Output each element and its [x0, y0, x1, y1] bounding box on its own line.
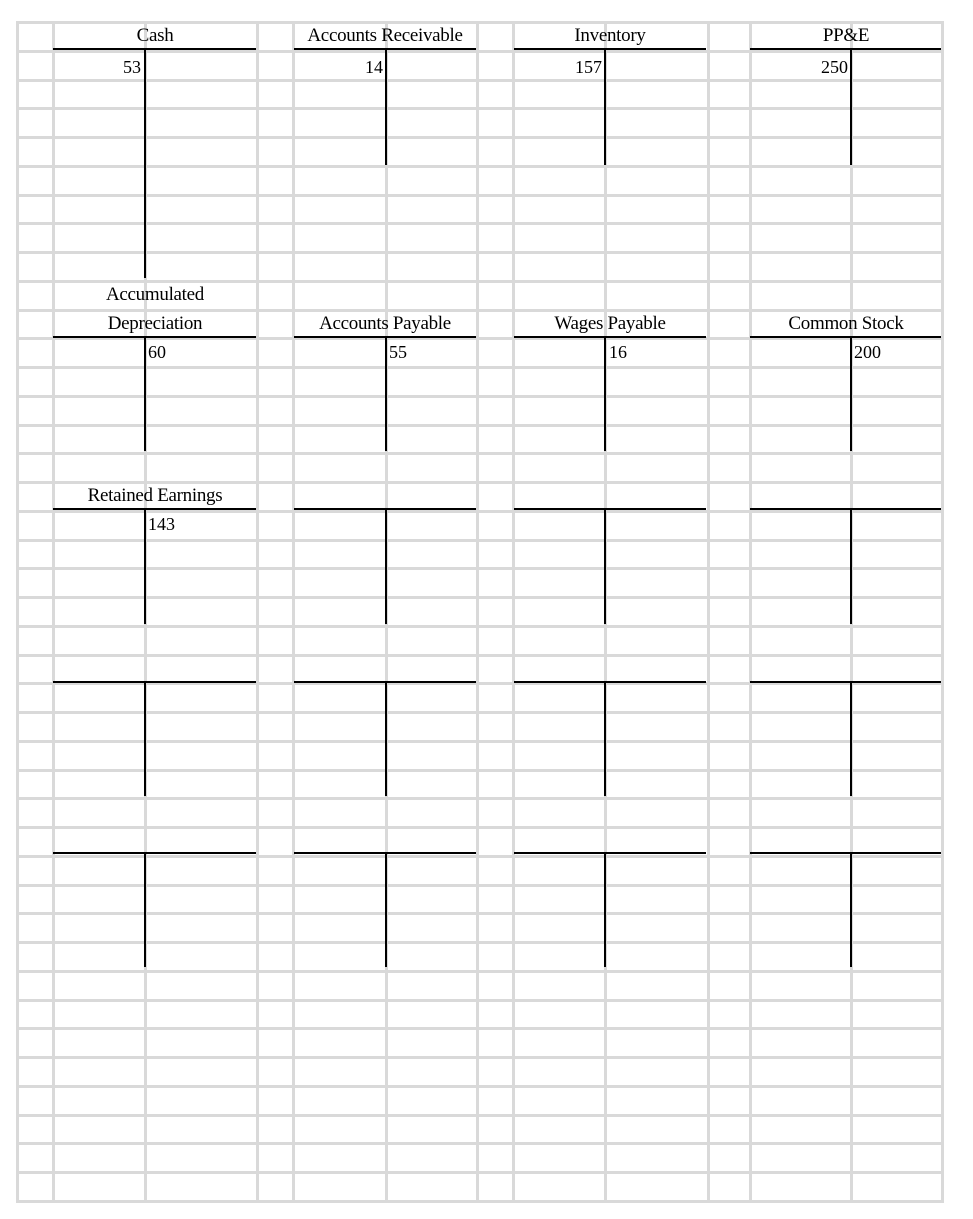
grid-row-line — [16, 625, 944, 628]
grid-row-line — [16, 452, 944, 455]
t-account-credit-retained-earnings: 143 — [148, 514, 175, 534]
t-account-debit-inventory: 157 — [575, 57, 602, 77]
t-account-center-rule — [385, 337, 387, 451]
grid-row-line — [16, 797, 944, 800]
t-account-center-rule — [385, 682, 387, 796]
grid-column-line — [476, 21, 479, 1200]
grid-row-line — [16, 510, 944, 513]
grid-row-line — [16, 855, 944, 858]
grid-row-line — [16, 999, 944, 1002]
grid-row-line — [16, 1085, 944, 1088]
t-account-top-rule — [53, 336, 256, 338]
grid-column-line — [749, 21, 752, 1200]
t-account-top-rule — [750, 681, 941, 683]
t-account-debit-cash: 53 — [123, 57, 141, 77]
grid-row-line — [16, 912, 944, 915]
t-account-credit-accumulated-depreciation: 60 — [148, 342, 166, 362]
t-account-center-rule — [385, 853, 387, 967]
t-account-center-rule — [850, 682, 852, 796]
grid-row-line — [16, 769, 944, 772]
grid-row-line — [16, 539, 944, 542]
grid-row-line — [16, 1056, 944, 1059]
grid-row-line — [16, 740, 944, 743]
grid-row-line — [16, 21, 944, 24]
grid-row-line — [16, 395, 944, 398]
grid-column-line — [16, 21, 19, 1200]
grid-row-line — [16, 826, 944, 829]
grid-row-line — [16, 79, 944, 82]
t-account-top-rule — [514, 681, 706, 683]
t-account-top-rule — [750, 336, 941, 338]
grid-row-line — [16, 1142, 944, 1145]
grid-row-line — [16, 884, 944, 887]
t-account-debit-accounts-receivable: 14 — [365, 57, 383, 77]
t-account-credit-common-stock: 200 — [854, 342, 881, 362]
grid-row-line — [16, 596, 944, 599]
t-account-title-wages-payable: Wages Payable — [554, 313, 666, 334]
t-account-title-accumulated-depreciation-line1: Accumulated — [106, 284, 204, 305]
t-account-center-rule — [604, 853, 606, 967]
grid-row-line — [16, 1027, 944, 1030]
grid-row-line — [16, 481, 944, 484]
t-account-center-rule — [850, 49, 852, 165]
t-account-center-rule — [144, 682, 146, 796]
t-account-center-rule — [604, 682, 606, 796]
t-account-title-cash: Cash — [136, 25, 174, 46]
grid-column-line — [941, 21, 944, 1200]
t-account-top-rule — [53, 681, 256, 683]
grid-row-line — [16, 50, 944, 53]
grid-row-line — [16, 366, 944, 369]
grid-column-line — [52, 21, 55, 1200]
t-account-center-rule — [850, 337, 852, 451]
t-account-top-rule — [53, 48, 256, 50]
grid-row-line — [16, 941, 944, 944]
grid-row-line — [16, 567, 944, 570]
t-account-title-ppe: PP&E — [822, 25, 870, 46]
grid-row-line — [16, 136, 944, 139]
t-account-center-rule — [850, 853, 852, 967]
t-account-title-inventory: Inventory — [574, 25, 646, 46]
grid-column-line — [292, 21, 295, 1200]
t-account-top-rule — [514, 336, 706, 338]
grid-row-line — [16, 107, 944, 110]
t-account-center-rule — [604, 49, 606, 165]
t-account-credit-wages-payable: 16 — [609, 342, 627, 362]
t-account-center-rule — [604, 509, 606, 624]
grid-row-line — [16, 309, 944, 312]
t-account-center-rule — [385, 49, 387, 165]
grid-column-line — [707, 21, 710, 1200]
grid-row-line — [16, 1200, 944, 1203]
grid-row-line — [16, 1171, 944, 1174]
grid-row-line — [16, 654, 944, 657]
t-account-center-rule — [144, 853, 146, 967]
t-account-debit-ppe: 250 — [821, 57, 848, 77]
t-account-center-rule — [144, 337, 146, 451]
t-account-title-accumulated-depreciation: Depreciation — [107, 313, 203, 334]
t-account-top-rule — [750, 852, 941, 854]
t-account-top-rule — [53, 508, 256, 510]
grid-row-line — [16, 1114, 944, 1117]
grid-column-line — [256, 21, 259, 1200]
t-account-top-rule — [514, 48, 706, 50]
grid-row-line — [16, 970, 944, 973]
t-account-title-accounts-payable: Accounts Payable — [319, 313, 451, 334]
grid-row-line — [16, 222, 944, 225]
t-account-top-rule — [514, 508, 706, 510]
grid-row-line — [16, 711, 944, 714]
t-account-top-rule — [750, 508, 941, 510]
t-account-top-rule — [53, 852, 256, 854]
t-account-top-rule — [750, 48, 941, 50]
grid-row-line — [16, 194, 944, 197]
t-account-credit-accounts-payable: 55 — [389, 342, 407, 362]
t-account-center-rule — [385, 509, 387, 624]
grid-row-line — [16, 424, 944, 427]
t-account-title-accounts-receivable: Accounts Receivable — [307, 25, 463, 46]
t-account-center-rule — [144, 509, 146, 624]
grid-row-line — [16, 251, 944, 254]
grid-column-line — [512, 21, 515, 1200]
grid-row-line — [16, 280, 944, 283]
grid-row-line — [16, 165, 944, 168]
t-account-title-common-stock: Common Stock — [788, 313, 904, 334]
t-account-center-rule — [144, 49, 146, 278]
t-account-title-retained-earnings: Retained Earnings — [87, 485, 223, 506]
t-account-center-rule — [850, 509, 852, 624]
t-account-center-rule — [604, 337, 606, 451]
t-account-top-rule — [514, 852, 706, 854]
